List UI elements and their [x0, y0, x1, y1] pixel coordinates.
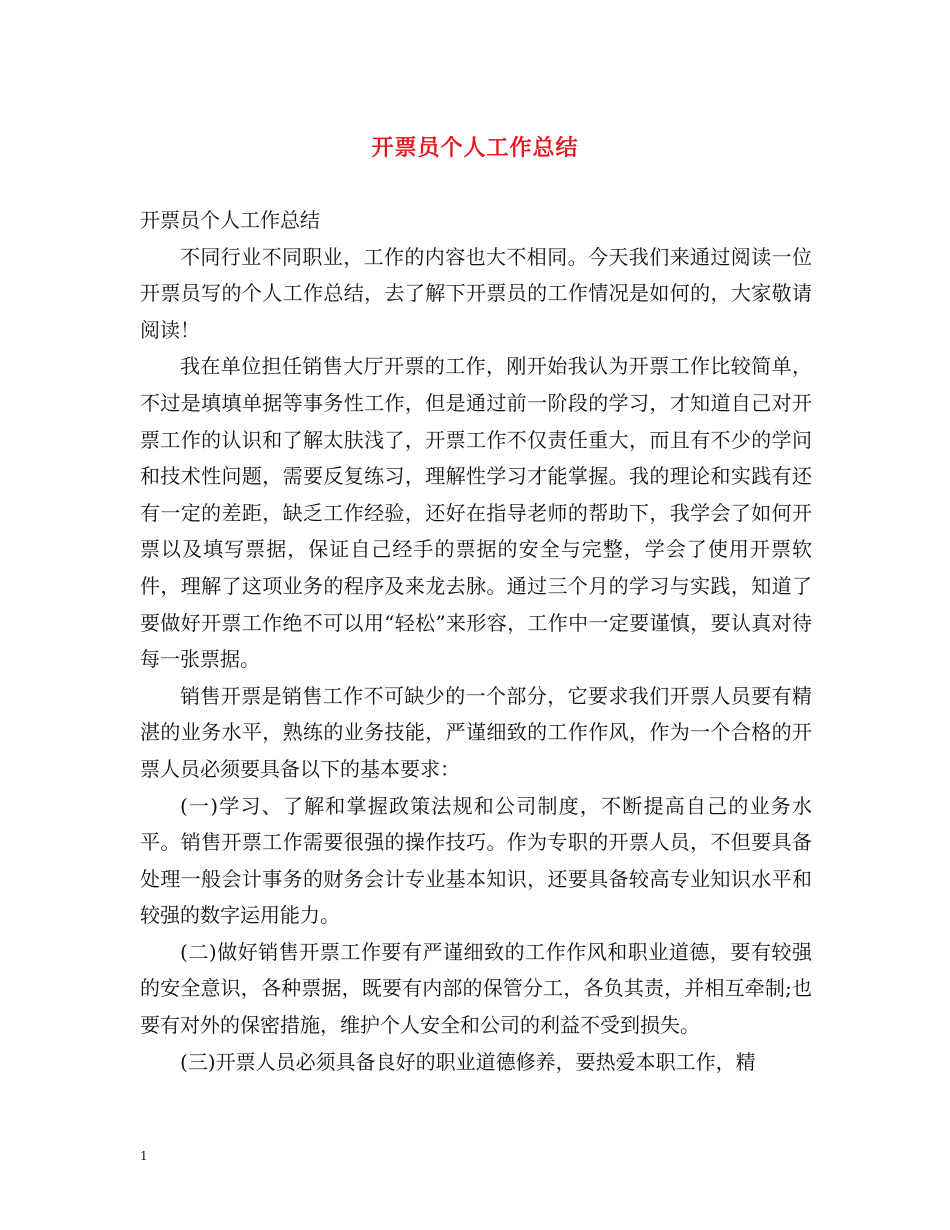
paragraph-experience: 我在单位担任销售大厅开票的工作，刚开始我认为开票工作比较简单，不过是填填单据等事务性工作，但是通过前一阶段的学习，才知道自己对开票工作的认识和了解太肤浅了，开票工作不仅责任重大，而且有不少的学问和技术性问题，需要反复练习，理解性学习才能掌握。我的理论和实践有还有一定的差距，缺乏工作经验，还好在指导老师的帮助下，我学会了如何开票以及填写票据，保证自己经手的票据的安全与完整，学会了使用开票软件，理解了这项业务的程序及来龙去脉。通过三个月的学习与实践，知道了要做好开票工作绝不可以用“轻松”来形容，工作中一定要谨慎，要认真对待每一张票据。	[140, 354, 812, 672]
paragraph-item-3: (三)开票人员必须具备良好的职业道德修养，要热爱本职工作，精	[180, 1049, 756, 1074]
page-number: 1	[140, 1149, 148, 1163]
document-body	[140, 202, 812, 1080]
document-title: 开票员个人工作总结	[371, 135, 579, 161]
paragraph-intro: 不同行业不同职业，工作的内容也大不相同。今天我们来通过阅读一位开票员写的个人工作总结，去了解下开票员的工作情况是如何的，大家敬请阅读！	[140, 244, 812, 342]
document-subtitle: 开票员个人工作总结	[140, 208, 320, 232]
paragraph-item-1: (一)学习、了解和掌握政策法规和公司制度，不断提高自己的业务水平。销售开票工作需要很强的操作技巧。作为专职的开票人员，不但要具备处理一般会计事务的财务会计专业基本知识，还要具备较高专业知识水平和较强的数字运用能力。	[140, 793, 812, 928]
paragraph-item-2: (二)做好销售开票工作要有严谨细致的工作作风和职业道德，要有较强的安全意识，各种票据，既要有内部的保管分工，各负其责，并相互牵制;也要有对外的保密措施，维护个人安全和公司的利益不受到损失。	[140, 939, 812, 1038]
paragraph-requirements: 销售开票是销售工作不可缺少的一个部分，它要求我们开票人员要有精湛的业务水平，熟练的业务技能，严谨细致的工作作风，作为一个合格的开票人员必须要具备以下的基本要求：	[140, 683, 812, 781]
